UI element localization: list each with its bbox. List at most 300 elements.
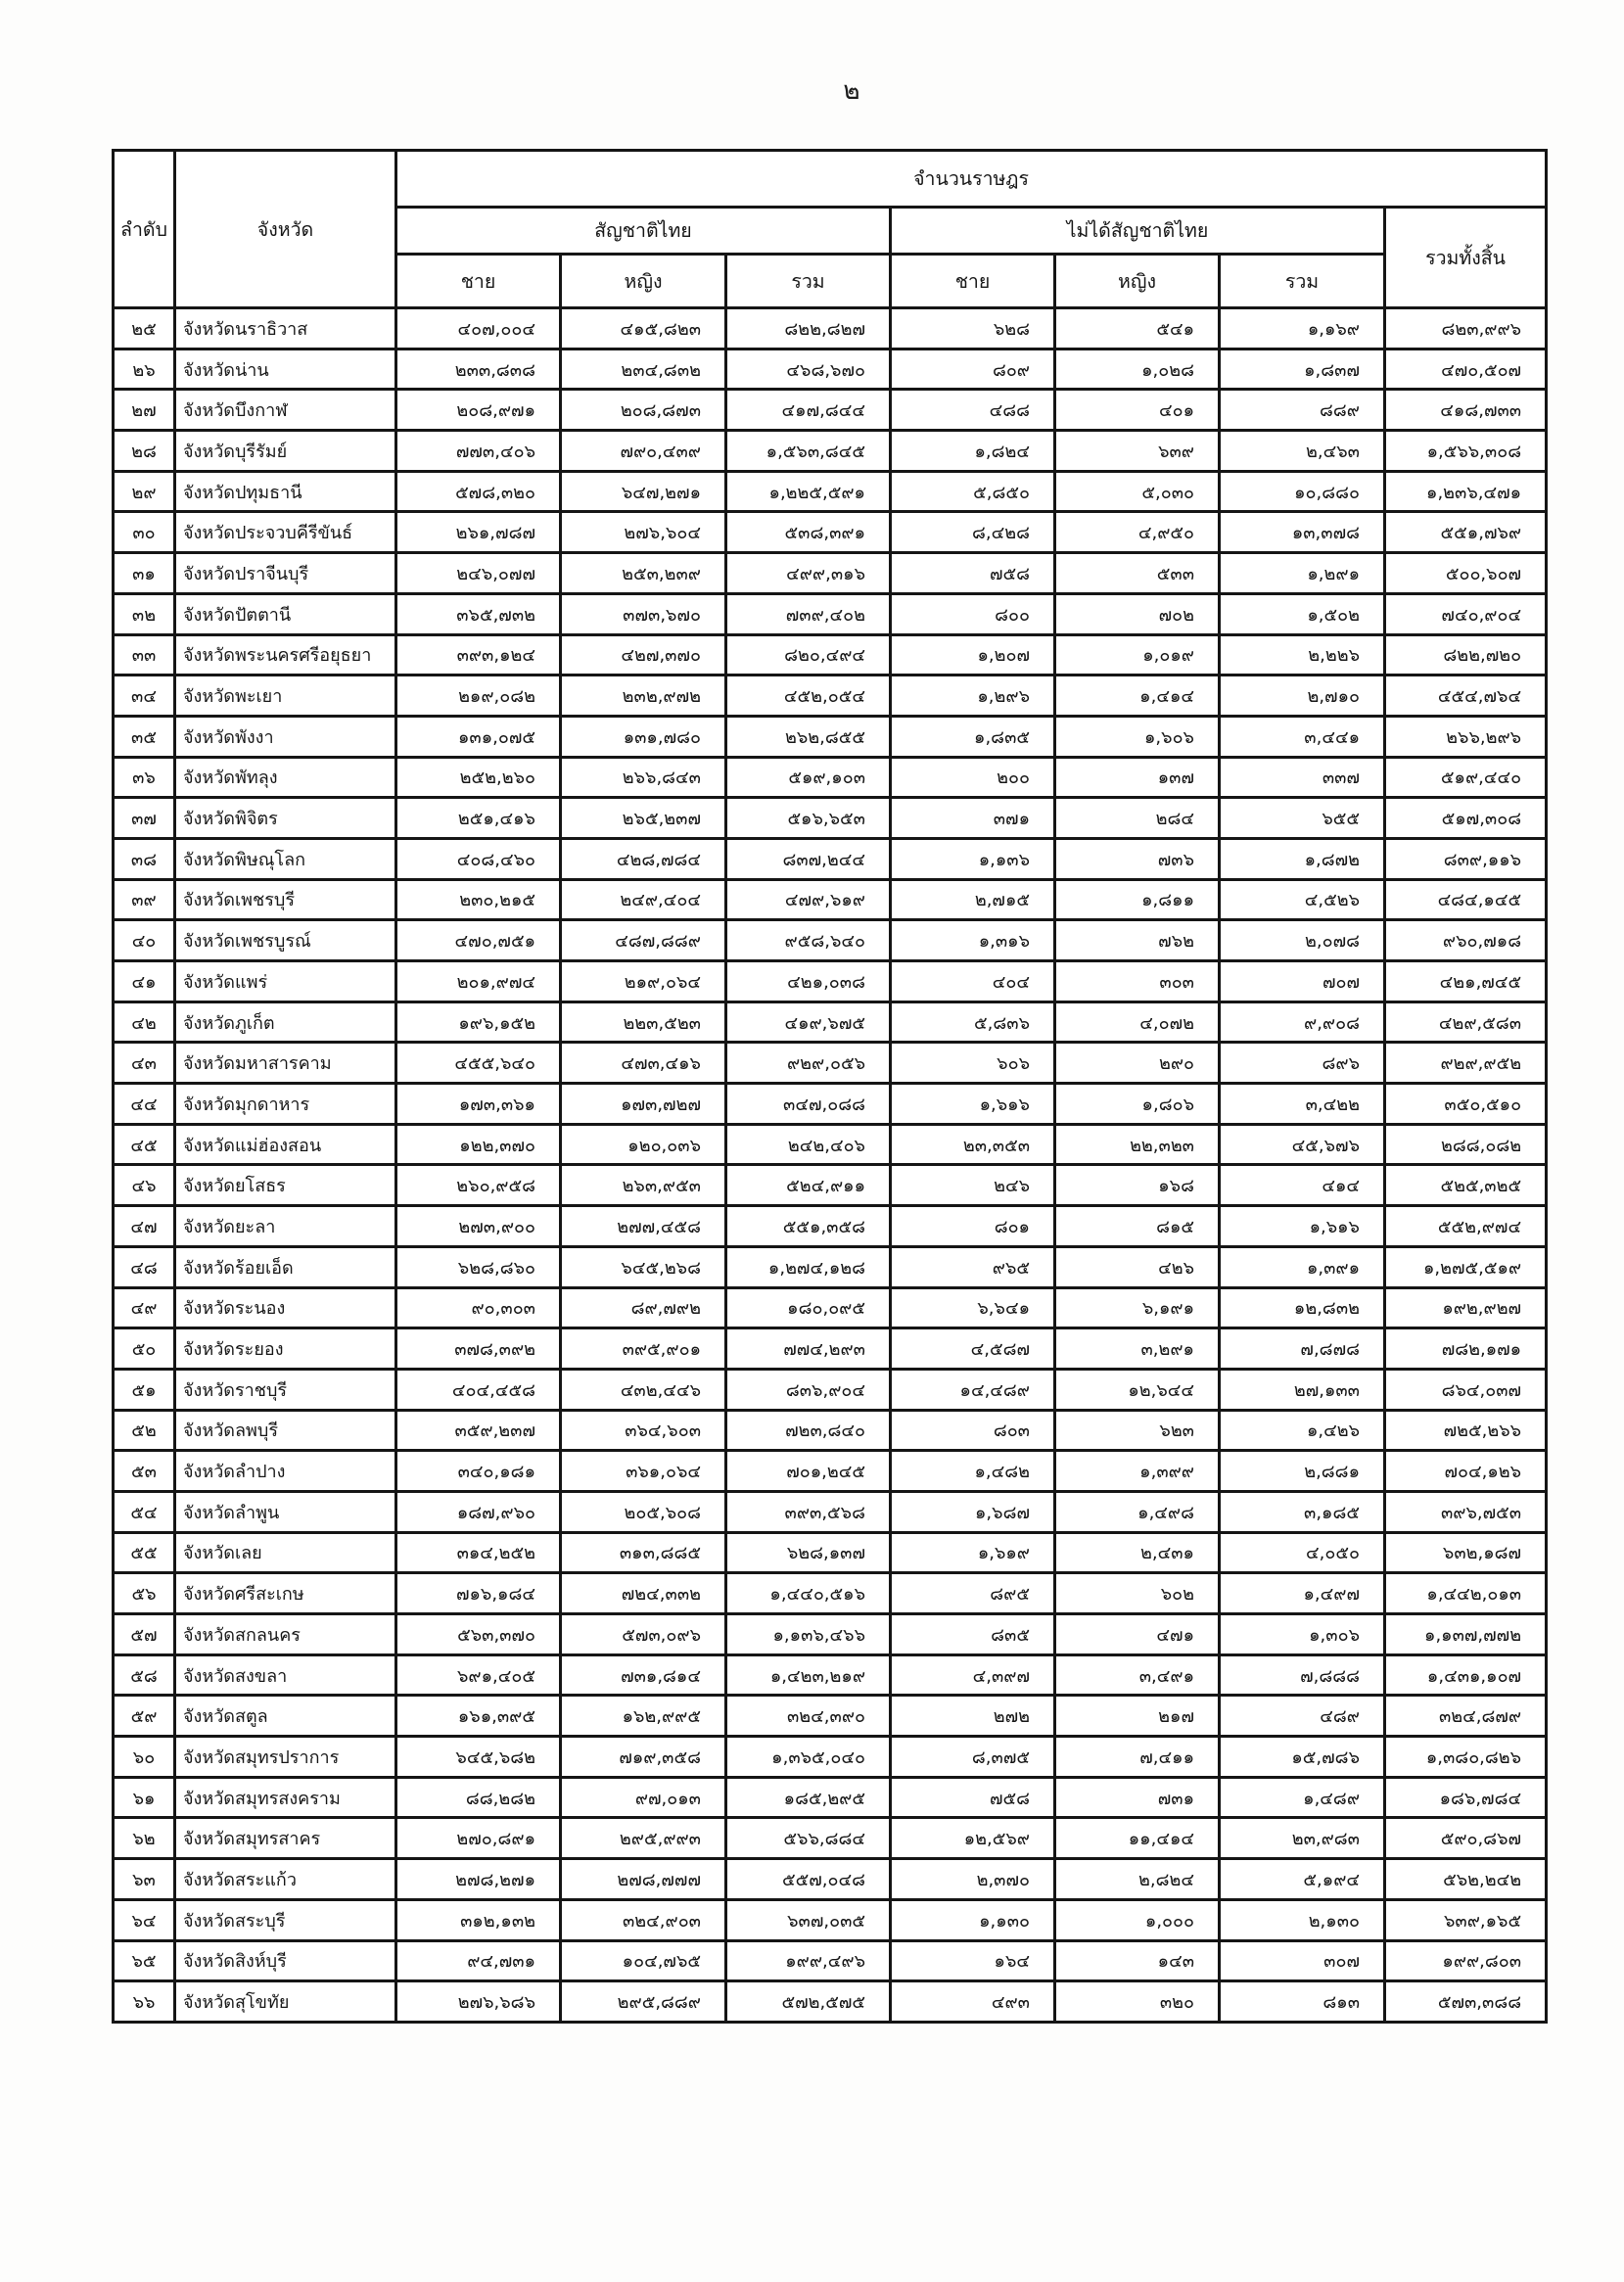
cell-grand-total: ๔๑๘,๗๓๓ [1385,390,1547,431]
cell-grand-total: ๑,๑๓๗,๗๗๒ [1385,1614,1547,1655]
cell-thai-female: ๖๔๕,๒๖๘ [561,1246,726,1287]
table-row [114,879,1547,920]
cell-nonthai-total: ๘๑๓ [1220,1981,1385,2023]
cell-grand-total: ๗๘๒,๑๗๑ [1385,1328,1547,1370]
table-row [114,1696,1547,1737]
cell-nonthai-total: ๘๘๙ [1220,390,1385,431]
cell-province: จังหวัดสมุทรปราการ [175,1737,396,1778]
cell-nonthai-male: ๑,๘๒๔ [891,431,1055,472]
cell-thai-total: ๕๕๗,๐๔๘ [726,1859,891,1900]
cell-thai-total: ๑,๑๓๖,๔๖๖ [726,1614,891,1655]
cell-nonthai-total: ๓,๑๘๕ [1220,1491,1385,1532]
cell-order: ๕๒ [114,1410,175,1451]
cell-thai-total: ๘๓๖,๙๐๔ [726,1369,891,1410]
cell-thai-male: ๙๔,๗๓๑ [396,1940,561,1981]
cell-thai-total: ๒๖๒,๘๕๕ [726,716,891,757]
cell-grand-total: ๕๕๒,๙๗๔ [1385,1206,1547,1247]
cell-province: จังหวัดลพบุรี [175,1410,396,1451]
cell-grand-total: ๗๔๐,๙๐๔ [1385,593,1547,634]
cell-thai-total: ๕๗๒,๕๗๕ [726,1981,891,2023]
cell-nonthai-male: ๔๘๘ [891,390,1055,431]
cell-thai-female: ๔๓๒,๔๔๖ [561,1369,726,1410]
cell-thai-male: ๒๗๐,๘๙๑ [396,1818,561,1859]
cell-grand-total: ๒๘๘,๐๘๒ [1385,1124,1547,1165]
cell-order: ๕๐ [114,1328,175,1370]
cell-nonthai-total: ๑,๕๐๒ [1220,593,1385,634]
header-thai-group: สัญชาติไทย [396,208,891,255]
cell-thai-total: ๙๒๙,๐๕๖ [726,1043,891,1084]
cell-grand-total: ๔๘๔,๑๔๕ [1385,879,1547,920]
cell-thai-female: ๑๓๑,๗๘๐ [561,716,726,757]
cell-nonthai-female: ๔,๙๕๐ [1055,512,1220,553]
cell-thai-female: ๗๓๑,๘๑๔ [561,1654,726,1696]
cell-nonthai-male: ๓๗๑ [891,798,1055,839]
cell-nonthai-female: ๑,๘๑๑ [1055,879,1220,920]
cell-thai-total: ๑,๒๗๔,๑๒๘ [726,1246,891,1287]
cell-nonthai-male: ๒,๗๑๕ [891,879,1055,920]
cell-province: จังหวัดเลย [175,1532,396,1573]
cell-nonthai-male: ๑๒,๕๖๙ [891,1818,1055,1859]
table-row [114,1573,1547,1614]
cell-thai-female: ๖๔๗,๒๗๑ [561,471,726,512]
cell-thai-female: ๒๖๓,๙๕๓ [561,1165,726,1206]
cell-thai-total: ๘๒๒,๘๒๗ [726,308,891,349]
cell-nonthai-male: ๑,๒๙๖ [891,675,1055,717]
cell-thai-total: ๓๙๓,๕๖๘ [726,1491,891,1532]
table-row [114,1328,1547,1370]
cell-nonthai-total: ๔๘๙ [1220,1696,1385,1737]
cell-nonthai-total: ๑๕,๗๘๖ [1220,1737,1385,1778]
cell-nonthai-total: ๑,๘๓๗ [1220,349,1385,390]
cell-thai-total: ๑๘๕,๒๙๕ [726,1777,891,1818]
cell-nonthai-total: ๑,๘๗๒ [1220,838,1385,879]
cell-thai-total: ๓๒๔,๓๙๐ [726,1696,891,1737]
cell-nonthai-total: ๓,๔๒๒ [1220,1084,1385,1125]
cell-order: ๕๙ [114,1696,175,1737]
cell-nonthai-female: ๒๒,๓๒๓ [1055,1124,1220,1165]
cell-thai-total: ๕๒๔,๙๑๑ [726,1165,891,1206]
cell-nonthai-male: ๕,๘๕๐ [891,471,1055,512]
cell-thai-male: ๕๖๓,๓๗๐ [396,1614,561,1655]
table-row [114,1981,1547,2023]
cell-nonthai-female: ๑,๐๒๘ [1055,349,1220,390]
cell-order: ๕๕ [114,1532,175,1573]
cell-nonthai-female: ๑๔๓ [1055,1940,1220,1981]
cell-thai-female: ๑๒๐,๐๓๖ [561,1124,726,1165]
table-row [114,1818,1547,1859]
cell-grand-total: ๔๒๙,๕๘๓ [1385,1001,1547,1043]
cell-nonthai-female: ๓,๒๙๑ [1055,1328,1220,1370]
cell-nonthai-female: ๒,๔๓๑ [1055,1532,1220,1573]
cell-province: จังหวัดสระบุรี [175,1899,396,1940]
cell-grand-total: ๑,๒๓๖,๔๗๑ [1385,471,1547,512]
cell-nonthai-total: ๑,๔๒๖ [1220,1410,1385,1451]
cell-nonthai-female: ๒,๘๒๔ [1055,1859,1220,1900]
cell-nonthai-total: ๓๐๗ [1220,1940,1385,1981]
cell-thai-male: ๖๒๘,๘๖๐ [396,1246,561,1287]
header-province: จังหวัด [175,151,396,308]
cell-province: จังหวัดประจวบคีรีขันธ์ [175,512,396,553]
header-population-group: จำนวนราษฎร [396,151,1547,208]
cell-thai-total: ๙๕๘,๖๔๐ [726,920,891,961]
cell-grand-total: ๕๕๑,๗๖๙ [1385,512,1547,553]
cell-thai-female: ๕๗๓,๐๙๖ [561,1614,726,1655]
cell-nonthai-total: ๔๑๔ [1220,1165,1385,1206]
cell-thai-female: ๔๑๕,๘๒๓ [561,308,726,349]
cell-nonthai-female: ๑,๘๐๖ [1055,1084,1220,1125]
cell-grand-total: ๑,๔๓๑,๑๐๗ [1385,1654,1547,1696]
cell-grand-total: ๘๒๒,๗๒๐ [1385,634,1547,675]
cell-nonthai-total: ๒,๘๘๑ [1220,1451,1385,1492]
cell-order: ๔๖ [114,1165,175,1206]
cell-grand-total: ๙๖๐,๗๑๘ [1385,920,1547,961]
cell-nonthai-male: ๒๓,๓๕๓ [891,1124,1055,1165]
cell-thai-total: ๗๒๓,๘๔๐ [726,1410,891,1451]
header-nonthai-group: ไม่ได้สัญชาติไทย [891,208,1385,255]
cell-nonthai-female: ๑๖๘ [1055,1165,1220,1206]
cell-order: ๒๘ [114,431,175,472]
cell-grand-total: ๔๒๑,๗๔๕ [1385,961,1547,1002]
cell-order: ๖๔ [114,1899,175,1940]
cell-nonthai-male: ๔๐๔ [891,961,1055,1002]
cell-nonthai-female: ๖๒๓ [1055,1410,1220,1451]
table-row [114,838,1547,879]
cell-nonthai-total: ๑๒,๘๓๒ [1220,1287,1385,1328]
cell-thai-female: ๔๗๓,๔๑๖ [561,1043,726,1084]
cell-nonthai-male: ๑,๒๐๗ [891,634,1055,675]
cell-thai-total: ๔๕๒,๐๕๔ [726,675,891,717]
table-row [114,634,1547,675]
cell-nonthai-male: ๑,๘๓๕ [891,716,1055,757]
cell-grand-total: ๖๓๒,๑๘๗ [1385,1532,1547,1573]
cell-order: ๒๕ [114,308,175,349]
cell-nonthai-female: ๖,๑๙๑ [1055,1287,1220,1328]
cell-thai-total: ๗๗๔,๒๙๓ [726,1328,891,1370]
cell-nonthai-total: ๒๓,๙๘๓ [1220,1818,1385,1859]
cell-thai-male: ๒๓๓,๘๓๘ [396,349,561,390]
cell-grand-total: ๓๕๐,๕๑๐ [1385,1084,1547,1125]
cell-nonthai-female: ๗,๔๑๑ [1055,1737,1220,1778]
cell-thai-total: ๔๑๗,๘๔๔ [726,390,891,431]
cell-thai-female: ๒๒๓,๕๒๓ [561,1001,726,1043]
cell-thai-male: ๒๓๐,๒๑๕ [396,879,561,920]
cell-nonthai-total: ๖๕๕ [1220,798,1385,839]
cell-nonthai-male: ๖,๖๔๑ [891,1287,1055,1328]
cell-thai-male: ๓๕๙,๒๓๗ [396,1410,561,1451]
cell-nonthai-male: ๘,๔๒๘ [891,512,1055,553]
cell-thai-female: ๗๑๙,๓๕๘ [561,1737,726,1778]
cell-order: ๕๘ [114,1654,175,1696]
cell-thai-male: ๒๐๘,๙๗๑ [396,390,561,431]
cell-grand-total: ๑,๔๔๒,๐๑๓ [1385,1573,1547,1614]
cell-nonthai-total: ๔,๐๕๐ [1220,1532,1385,1573]
cell-nonthai-total: ๔๕,๖๗๖ [1220,1124,1385,1165]
cell-province: จังหวัดน่าน [175,349,396,390]
cell-nonthai-total: ๕,๑๙๔ [1220,1859,1385,1900]
cell-grand-total: ๑๙๒,๙๒๗ [1385,1287,1547,1328]
cell-province: จังหวัดมุกดาหาร [175,1084,396,1125]
cell-nonthai-male: ๘๙๕ [891,1573,1055,1614]
cell-thai-male: ๓๑๔,๒๕๒ [396,1532,561,1573]
cell-thai-total: ๔๖๘,๖๗๐ [726,349,891,390]
cell-thai-male: ๔๗๐,๗๕๑ [396,920,561,961]
cell-thai-total: ๔๒๑,๐๓๘ [726,961,891,1002]
cell-province: จังหวัดมหาสารคาม [175,1043,396,1084]
table-row [114,431,1547,472]
cell-thai-female: ๒๖๖,๘๔๓ [561,757,726,798]
cell-thai-female: ๔๒๗,๓๗๐ [561,634,726,675]
cell-thai-female: ๗๙๐,๔๓๙ [561,431,726,472]
cell-nonthai-male: ๘๓๕ [891,1614,1055,1655]
cell-province: จังหวัดศรีสะเกษ [175,1573,396,1614]
cell-order: ๖๑ [114,1777,175,1818]
header-thai-female: หญิง [561,255,726,308]
cell-thai-male: ๒๐๑,๙๗๔ [396,961,561,1002]
table-row [114,1491,1547,1532]
cell-nonthai-total: ๑,๔๙๗ [1220,1573,1385,1614]
cell-nonthai-female: ๑๒,๖๔๔ [1055,1369,1220,1410]
cell-order: ๖๖ [114,1981,175,2023]
cell-nonthai-total: ๓๓๗ [1220,757,1385,798]
cell-order: ๔๗ [114,1206,175,1247]
cell-nonthai-female: ๗๓๑ [1055,1777,1220,1818]
cell-nonthai-total: ๓,๔๔๑ [1220,716,1385,757]
cell-province: จังหวัดราชบุรี [175,1369,396,1410]
cell-order: ๒๖ [114,349,175,390]
cell-province: จังหวัดพิจิตร [175,798,396,839]
cell-nonthai-total: ๒,๗๑๐ [1220,675,1385,717]
cell-thai-female: ๒๓๒,๙๗๒ [561,675,726,717]
cell-nonthai-total: ๒,๔๖๓ [1220,431,1385,472]
cell-province: จังหวัดลำปาง [175,1451,396,1492]
cell-nonthai-total: ๑,๓๐๖ [1220,1614,1385,1655]
cell-thai-total: ๘๒๐,๔๙๔ [726,634,891,675]
cell-order: ๓๒ [114,593,175,634]
cell-grand-total: ๓๒๔,๘๗๙ [1385,1696,1547,1737]
cell-nonthai-female: ๒๘๔ [1055,798,1220,839]
cell-thai-male: ๒๗๘,๒๗๑ [396,1859,561,1900]
cell-nonthai-female: ๕,๐๓๐ [1055,471,1220,512]
cell-nonthai-male: ๑,๓๑๖ [891,920,1055,961]
cell-nonthai-male: ๖๐๖ [891,1043,1055,1084]
table-row [114,308,1547,349]
cell-thai-male: ๗๑๖,๑๘๔ [396,1573,561,1614]
cell-grand-total: ๑,๒๗๕,๕๑๙ [1385,1246,1547,1287]
table-row [114,961,1547,1002]
cell-thai-male: ๒๔๖,๐๗๗ [396,553,561,594]
cell-grand-total: ๕๑๙,๔๔๐ [1385,757,1547,798]
table-row [114,716,1547,757]
cell-thai-male: ๕๗๘,๓๒๐ [396,471,561,512]
cell-grand-total: ๑,๓๘๐,๘๒๖ [1385,1737,1547,1778]
cell-grand-total: ๓๙๖,๗๕๓ [1385,1491,1547,1532]
cell-nonthai-male: ๑,๑๓๐ [891,1899,1055,1940]
cell-thai-male: ๓๙๓,๑๒๔ [396,634,561,675]
table-row [114,1899,1547,1940]
header-nonthai-male: ชาย [891,255,1055,308]
cell-province: จังหวัดพระนครศรีอยุธยา [175,634,396,675]
cell-order: ๕๓ [114,1451,175,1492]
header-nonthai-total: รวม [1220,255,1385,308]
table-row [114,1940,1547,1981]
cell-thai-male: ๘๘,๒๘๒ [396,1777,561,1818]
table-row [114,1165,1547,1206]
cell-province: จังหวัดสกลนคร [175,1614,396,1655]
cell-province: จังหวัดแพร่ [175,961,396,1002]
table-row [114,675,1547,717]
cell-thai-male: ๒๕๒,๒๖๐ [396,757,561,798]
cell-nonthai-male: ๒๗๒ [891,1696,1055,1737]
table-row [114,1287,1547,1328]
cell-province: จังหวัดยะลา [175,1206,396,1247]
cell-thai-female: ๔๘๗,๘๘๙ [561,920,726,961]
cell-province: จังหวัดปราจีนบุรี [175,553,396,594]
cell-nonthai-total: ๑๐,๘๘๐ [1220,471,1385,512]
cell-order: ๓๘ [114,838,175,879]
cell-order: ๔๒ [114,1001,175,1043]
table-row [114,1532,1547,1573]
cell-province: จังหวัดสตูล [175,1696,396,1737]
cell-order: ๔๕ [114,1124,175,1165]
cell-nonthai-female: ๗๐๒ [1055,593,1220,634]
cell-nonthai-male: ๗๕๘ [891,553,1055,594]
cell-nonthai-female: ๗๖๒ [1055,920,1220,961]
cell-thai-male: ๔๕๕,๖๔๐ [396,1043,561,1084]
cell-nonthai-female: ๗๓๖ [1055,838,1220,879]
cell-province: จังหวัดเพชรบูรณ์ [175,920,396,961]
table-row [114,1737,1547,1778]
cell-province: จังหวัดสมุทรสงคราม [175,1777,396,1818]
cell-thai-male: ๗๗๓,๔๐๖ [396,431,561,472]
cell-thai-female: ๑๖๒,๙๙๕ [561,1696,726,1737]
cell-thai-female: ๒๗๖,๖๐๔ [561,512,726,553]
cell-order: ๔๐ [114,920,175,961]
cell-thai-male: ๑๓๑,๐๗๕ [396,716,561,757]
cell-thai-total: ๓๔๗,๐๘๘ [726,1084,891,1125]
cell-order: ๔๙ [114,1287,175,1328]
cell-nonthai-female: ๖๐๒ [1055,1573,1220,1614]
population-table [112,149,1548,2024]
cell-thai-male: ๙๐,๓๐๓ [396,1287,561,1328]
cell-thai-female: ๒๙๕,๙๙๓ [561,1818,726,1859]
cell-thai-male: ๔๐๔,๔๕๘ [396,1369,561,1410]
cell-order: ๒๙ [114,471,175,512]
cell-grand-total: ๑๘๖,๗๘๔ [1385,1777,1547,1818]
cell-province: จังหวัดปัตตานี [175,593,396,634]
cell-grand-total: ๕๒๕,๓๒๕ [1385,1165,1547,1206]
cell-order: ๖๐ [114,1737,175,1778]
cell-nonthai-total: ๑,๔๘๙ [1220,1777,1385,1818]
cell-nonthai-female: ๑,๔๙๘ [1055,1491,1220,1532]
cell-thai-total: ๑,๔๒๓,๒๑๙ [726,1654,891,1696]
cell-nonthai-total: ๒,๑๓๐ [1220,1899,1385,1940]
table-row [114,512,1547,553]
cell-thai-female: ๒๐๕,๖๐๘ [561,1491,726,1532]
cell-order: ๓๕ [114,716,175,757]
cell-thai-female: ๒๕๓,๒๓๙ [561,553,726,594]
table-row [114,390,1547,431]
cell-grand-total: ๕๗๓,๓๘๘ [1385,1981,1547,2023]
table-row [114,1777,1547,1818]
cell-grand-total: ๖๓๙,๑๖๕ [1385,1899,1547,1940]
cell-thai-female: ๒๓๔,๘๓๒ [561,349,726,390]
cell-thai-female: ๔๒๘,๗๘๔ [561,838,726,879]
cell-thai-female: ๓๖๔,๖๐๓ [561,1410,726,1451]
table-row [114,1246,1547,1287]
cell-nonthai-total: ๑,๖๑๖ [1220,1206,1385,1247]
cell-nonthai-total: ๒๗,๑๓๓ [1220,1369,1385,1410]
cell-province: จังหวัดระยอง [175,1328,396,1370]
cell-thai-female: ๑๗๓,๗๒๗ [561,1084,726,1125]
cell-nonthai-male: ๑,๑๓๖ [891,838,1055,879]
cell-province: จังหวัดบุรีรัมย์ [175,431,396,472]
cell-province: จังหวัดสระแก้ว [175,1859,396,1900]
table-row [114,798,1547,839]
cell-thai-total: ๔๗๙,๖๑๙ [726,879,891,920]
cell-nonthai-female: ๒๙๐ [1055,1043,1220,1084]
table-row [114,920,1547,961]
cell-nonthai-male: ๕,๘๓๖ [891,1001,1055,1043]
table-row [114,1451,1547,1492]
cell-order: ๓๖ [114,757,175,798]
cell-nonthai-male: ๘๐๙ [891,349,1055,390]
cell-order: ๓๐ [114,512,175,553]
cell-grand-total: ๑๙๙,๘๐๓ [1385,1940,1547,1981]
cell-nonthai-female: ๑,๖๐๖ [1055,716,1220,757]
table-row [114,1124,1547,1165]
cell-order: ๔๘ [114,1246,175,1287]
header-grand-total: รวมทั้งสิ้น [1385,208,1547,308]
cell-nonthai-male: ๖๒๘ [891,308,1055,349]
cell-nonthai-total: ๗,๘๗๘ [1220,1328,1385,1370]
cell-thai-male: ๓๖๕,๗๓๒ [396,593,561,634]
table-row [114,349,1547,390]
cell-grand-total: ๒๖๖,๒๙๖ [1385,716,1547,757]
cell-province: จังหวัดปทุมธานี [175,471,396,512]
cell-grand-total: ๕๑๗,๓๐๘ [1385,798,1547,839]
cell-nonthai-female: ๑,๓๙๙ [1055,1451,1220,1492]
cell-thai-female: ๓๗๓,๖๗๐ [561,593,726,634]
cell-thai-female: ๓๙๕,๙๐๑ [561,1328,726,1370]
table-row [114,1410,1547,1451]
cell-nonthai-total: ๑๓,๓๗๘ [1220,512,1385,553]
table-row [114,757,1547,798]
cell-grand-total: ๔๕๔,๗๖๔ [1385,675,1547,717]
cell-nonthai-female: ๒๑๗ [1055,1696,1220,1737]
cell-thai-male: ๓๑๒,๑๓๒ [396,1899,561,1940]
cell-province: จังหวัดสงขลา [175,1654,396,1696]
cell-nonthai-male: ๑๔,๔๘๙ [891,1369,1055,1410]
cell-nonthai-male: ๒๐๐ [891,757,1055,798]
cell-thai-female: ๓๖๑,๐๖๔ [561,1451,726,1492]
cell-thai-total: ๕๓๘,๓๙๑ [726,512,891,553]
table-row [114,1614,1547,1655]
cell-thai-total: ๖๒๘,๑๓๗ [726,1532,891,1573]
cell-order: ๕๑ [114,1369,175,1410]
cell-province: จังหวัดบึงกาฬ [175,390,396,431]
cell-thai-total: ๑,๔๔๐,๕๑๖ [726,1573,891,1614]
cell-nonthai-male: ๙๖๕ [891,1246,1055,1287]
table-header [114,151,1547,308]
cell-order: ๖๓ [114,1859,175,1900]
cell-thai-male: ๖๙๑,๔๐๕ [396,1654,561,1696]
table-row [114,1084,1547,1125]
cell-thai-male: ๒๕๑,๔๑๖ [396,798,561,839]
cell-grand-total: ๕๐๐,๖๐๗ [1385,553,1547,594]
table-row [114,1654,1547,1696]
cell-nonthai-female: ๔๗๑ [1055,1614,1220,1655]
table-row [114,1043,1547,1084]
